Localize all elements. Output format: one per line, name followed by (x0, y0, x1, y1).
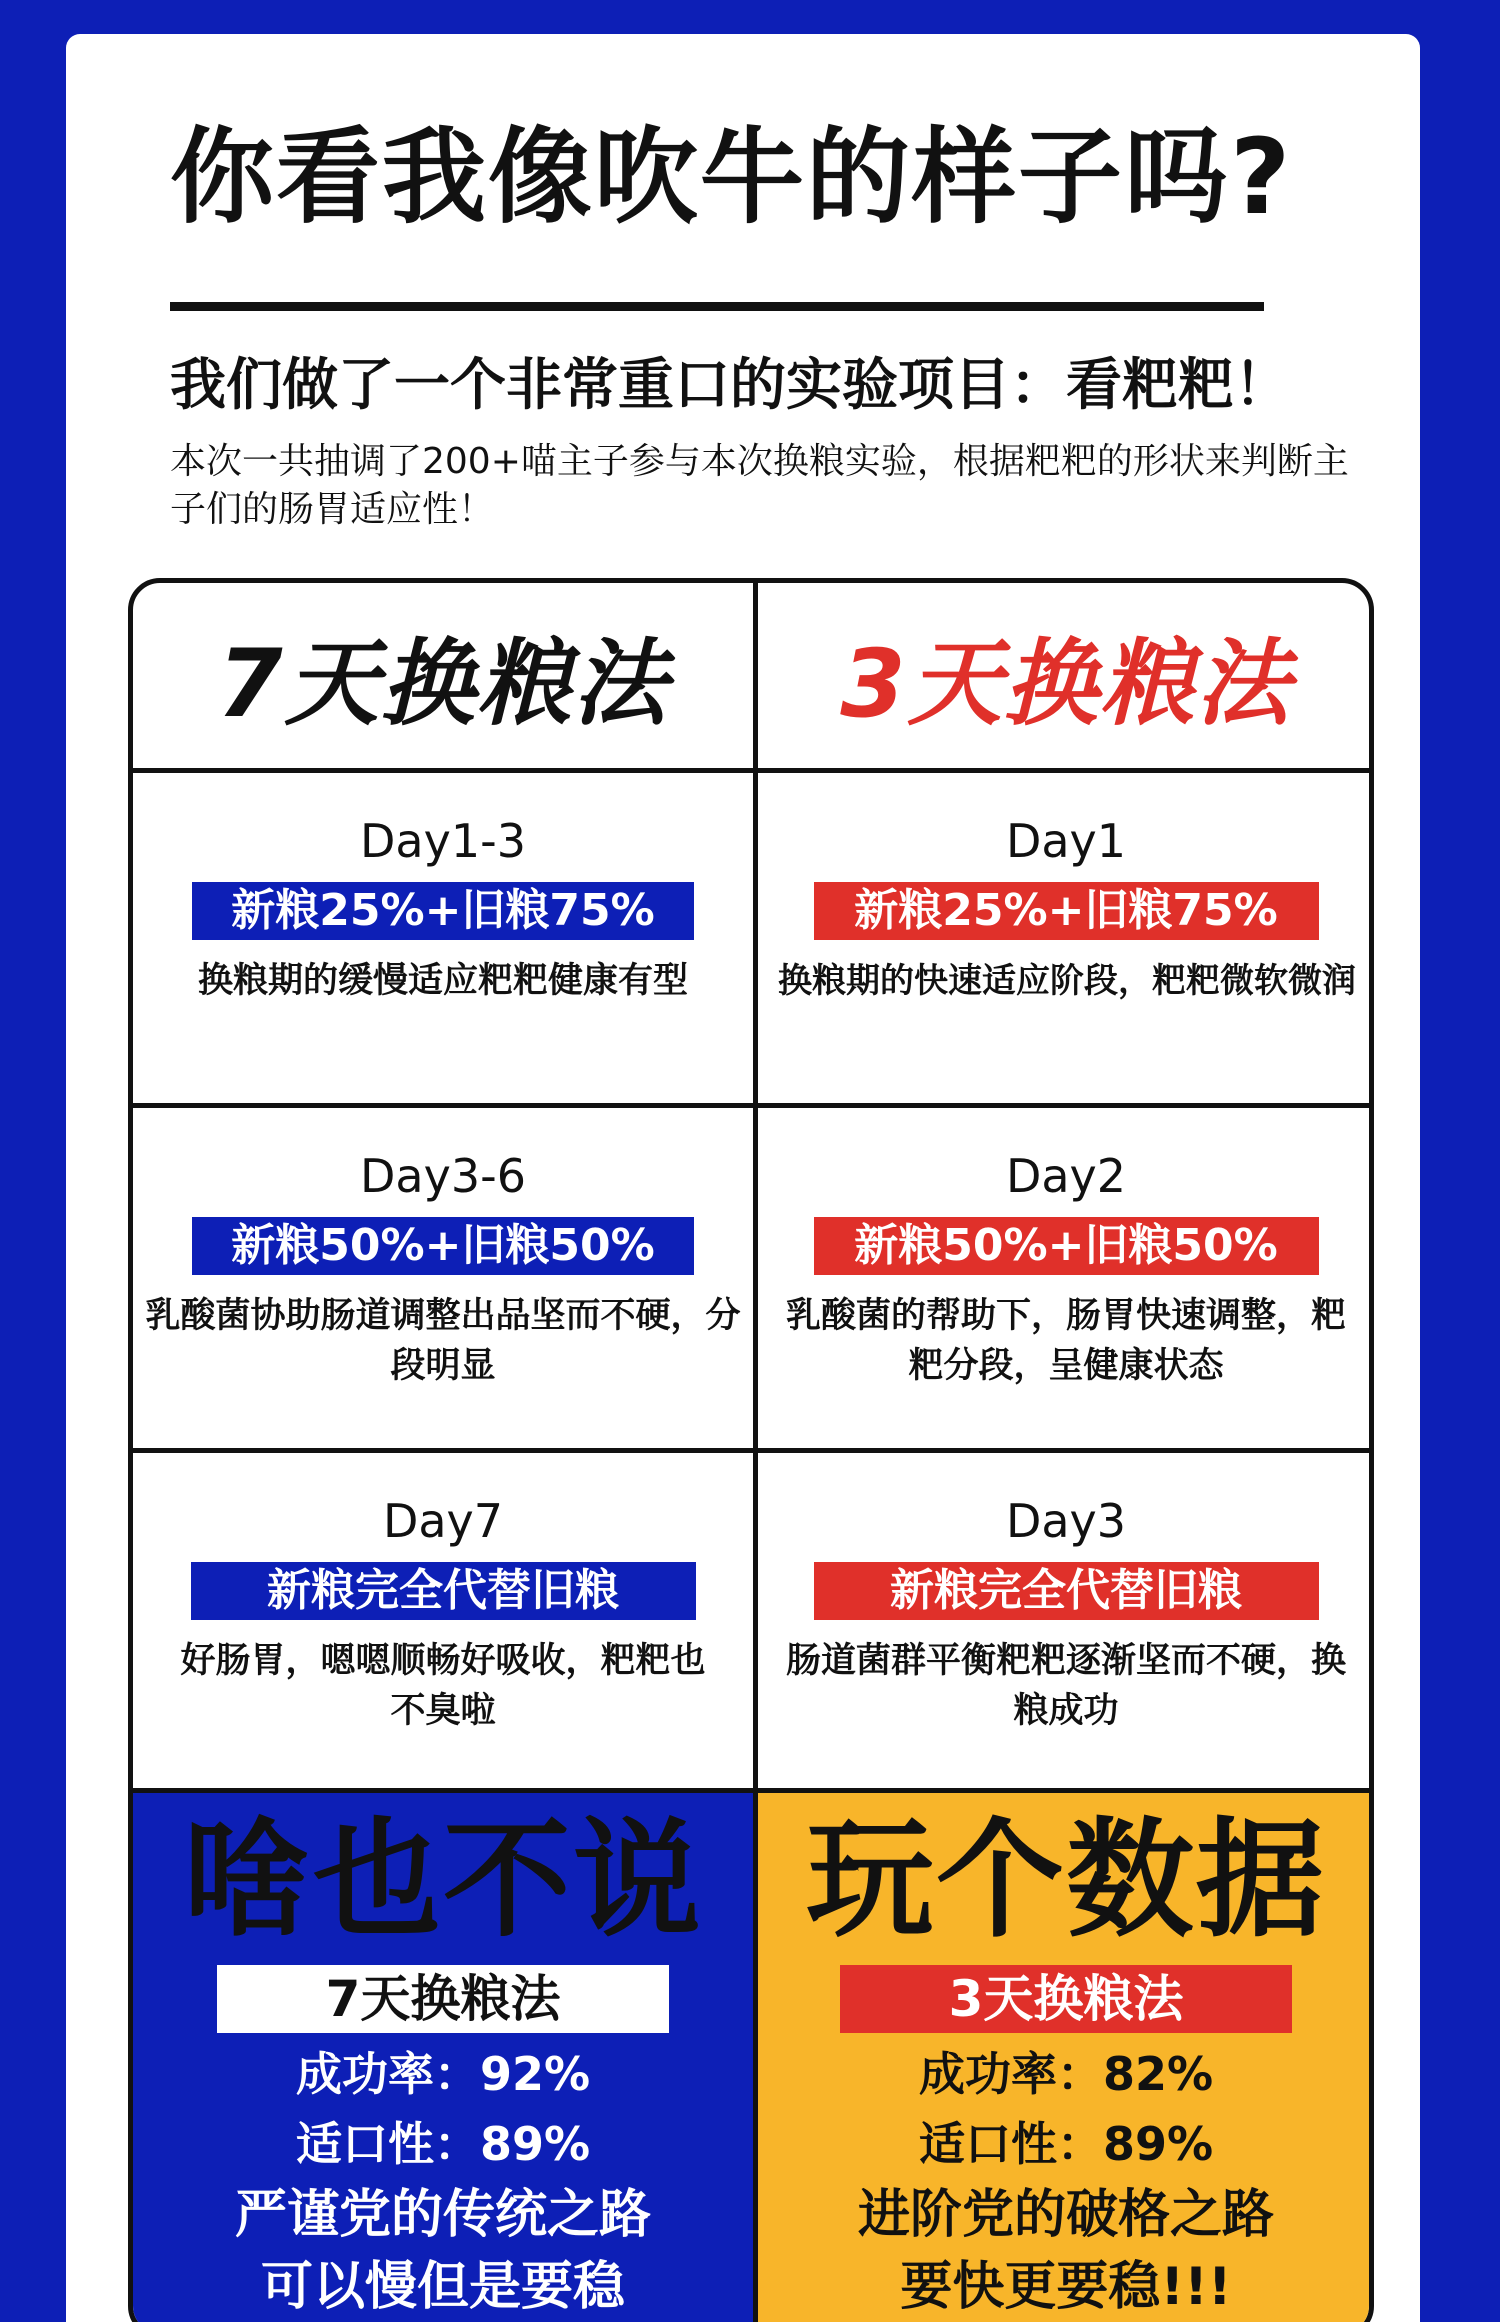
method-title-7-day: 7天换粮法 (217, 630, 669, 739)
summary-panel-7-day (133, 1793, 753, 2322)
method-column-3-day (753, 583, 1374, 2322)
ratio-badge: 新粮50%+旧粮50% (814, 1217, 1319, 1275)
method-title-3-day: 3天换粮法 (840, 630, 1292, 739)
step-cell (758, 1453, 1374, 1793)
slogan-line-2: 可以慢但是要稳 (260, 2257, 625, 2317)
step-note: 肠道菌群平衡粑粑逐渐坚而不硬，换粮成功 (785, 1641, 1346, 1731)
title-divider (170, 302, 1264, 311)
summary-method-badge: 3天换粮法 (840, 1965, 1292, 2033)
ratio-badge: 新粮25%+旧粮75% (192, 882, 694, 940)
palatability: 适口性：89% (918, 2117, 1214, 2171)
slogan-line-1: 严谨党的传统之路 (234, 2185, 651, 2245)
success-rate: 成功率：92% (295, 2047, 591, 2101)
summary-headline: 啥也不说 (182, 1806, 703, 1955)
step-day: Day3-6 (360, 1149, 526, 1203)
step-note: 好肠胃，嗯嗯顺畅好吸收，粑粑也不臭啦 (180, 1641, 706, 1731)
description: 本次一共抽调了200+喵主子参与本次换粮实验，根据粑粑的形状来判断主子们的肠胃适应性！ (170, 441, 1349, 530)
step-day: Day3 (1005, 1494, 1127, 1548)
summary-panel-3-day (758, 1793, 1374, 2322)
success-rate: 成功率：82% (918, 2047, 1214, 2101)
step-cell (133, 1453, 753, 1793)
summary-headline: 玩个数据 (805, 1806, 1326, 1955)
column-header (758, 583, 1374, 773)
palatability: 适口性：89% (295, 2117, 591, 2171)
step-day: Day1-3 (360, 814, 526, 868)
ratio-badge: 新粮50%+旧粮50% (192, 1217, 694, 1275)
column-header (133, 583, 753, 773)
subheadline: 我们做了一个非常重口的实验项目：看粑粑！ (170, 353, 1290, 418)
step-day: Day2 (1005, 1149, 1127, 1203)
summary-method-badge: 7天换粮法 (217, 1965, 669, 2033)
step-note: 乳酸菌的帮助下，肠胃快速调整，粑粑分段，呈健康状态 (786, 1296, 1347, 1386)
step-cell (758, 773, 1374, 1108)
step-cell (133, 1108, 753, 1453)
step-day: Day7 (382, 1494, 504, 1548)
ratio-badge: 新粮完全代替旧粮 (191, 1562, 696, 1620)
ratio-badge: 新粮完全代替旧粮 (814, 1562, 1319, 1620)
step-cell (758, 1108, 1374, 1453)
slogan-line-2: 要快更要稳!!! (900, 2257, 1232, 2317)
method-column-7-day (133, 583, 753, 2322)
page-title: 你看我像吹牛的样子吗? (170, 116, 1293, 238)
step-note: 换粮期的缓慢适应粑粑健康有型 (197, 961, 688, 1001)
step-note: 乳酸菌协助肠道调整出品坚而不硬，分段明显 (145, 1296, 741, 1386)
slogan-line-1: 进阶党的破格之路 (857, 2185, 1274, 2245)
step-note: 换粮期的快速适应阶段，粑粑微软微润 (778, 961, 1356, 1001)
step-cell (133, 773, 753, 1108)
comparison-table (128, 578, 1374, 2322)
ratio-badge: 新粮25%+旧粮75% (814, 882, 1319, 940)
step-day: Day1 (1005, 814, 1127, 868)
